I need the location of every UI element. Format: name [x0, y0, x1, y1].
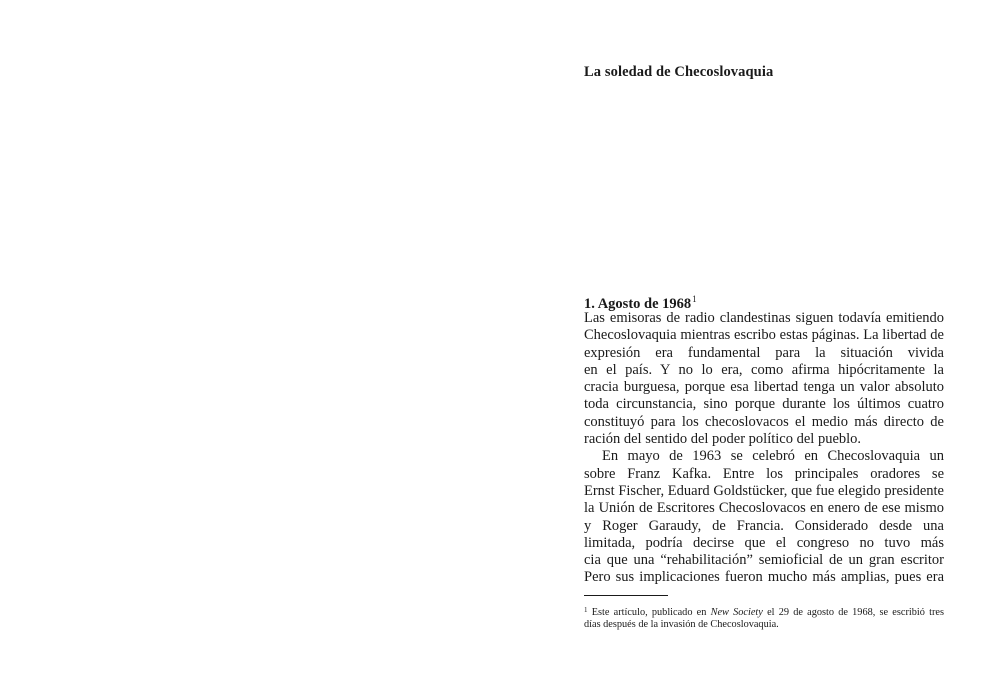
body-line: limitada, podría decirse que el congreso no tuvo más — [584, 534, 944, 551]
body-line: Ernst Fischer, Eduard Goldstücker, que fue elegido presidente — [584, 482, 944, 499]
footnote-divider — [584, 595, 668, 596]
footnote-number: 1 — [584, 606, 588, 614]
body-line: en el país. Y no lo era, como afirma hipócritamente la — [584, 361, 944, 378]
body-line: ración del sentido del poder político del pueblo. — [584, 431, 862, 448]
footnote-line: días después de la invasión de Checoslovaquia. — [584, 618, 779, 630]
footnote-text-pre: Este artículo, publicado en — [587, 607, 711, 618]
body-line: expresión era fundamental para la situación vivida — [584, 344, 944, 361]
body-line: y Roger Garaudy, de Francia. Considerado desde una — [584, 517, 944, 534]
footnote-reference: 1 — [692, 294, 697, 304]
right-page — [500, 0, 1000, 700]
footnote-journal: New Society — [710, 607, 763, 618]
body-text — [584, 310, 944, 587]
footnote — [584, 604, 944, 631]
body-line: Las emisoras de radio clandestinas siguen todavía emitiendo — [584, 310, 944, 326]
body-line: constituyó para los checoslovacos el medio más directo de — [584, 413, 944, 430]
body-line: Pero sus implicaciones fueron mucho más amplias, pues era — [584, 569, 944, 586]
body-line: cracia burguesa, porque esa libertad tenga un valor absoluto — [584, 379, 944, 396]
body-line: En mayo de 1963 se celebró en Checoslovaquia un — [602, 448, 944, 465]
body-line: la Unión de Escritores Checoslovacos en enero de ese mismo — [584, 500, 944, 517]
body-line: Checoslovaquia mientras escribo estas páginas. La libertad de — [584, 327, 944, 344]
section-heading-text: 1. Agosto de 1968 — [584, 296, 692, 312]
body-line: cia que una “rehabilitación” semioficial de un gran escritor — [584, 552, 944, 569]
body-line: sobre Franz Kafka. Entre los principales oradores se — [584, 465, 944, 482]
footnote-line — [584, 604, 944, 618]
chapter-title: La soledad de Checoslovaquia — [584, 64, 774, 80]
footnote-text-post: el 29 de agosto de 1968, se escribió tres — [762, 607, 944, 618]
body-line: toda circunstancia, sino porque durante los últimos cuatro — [584, 396, 944, 413]
